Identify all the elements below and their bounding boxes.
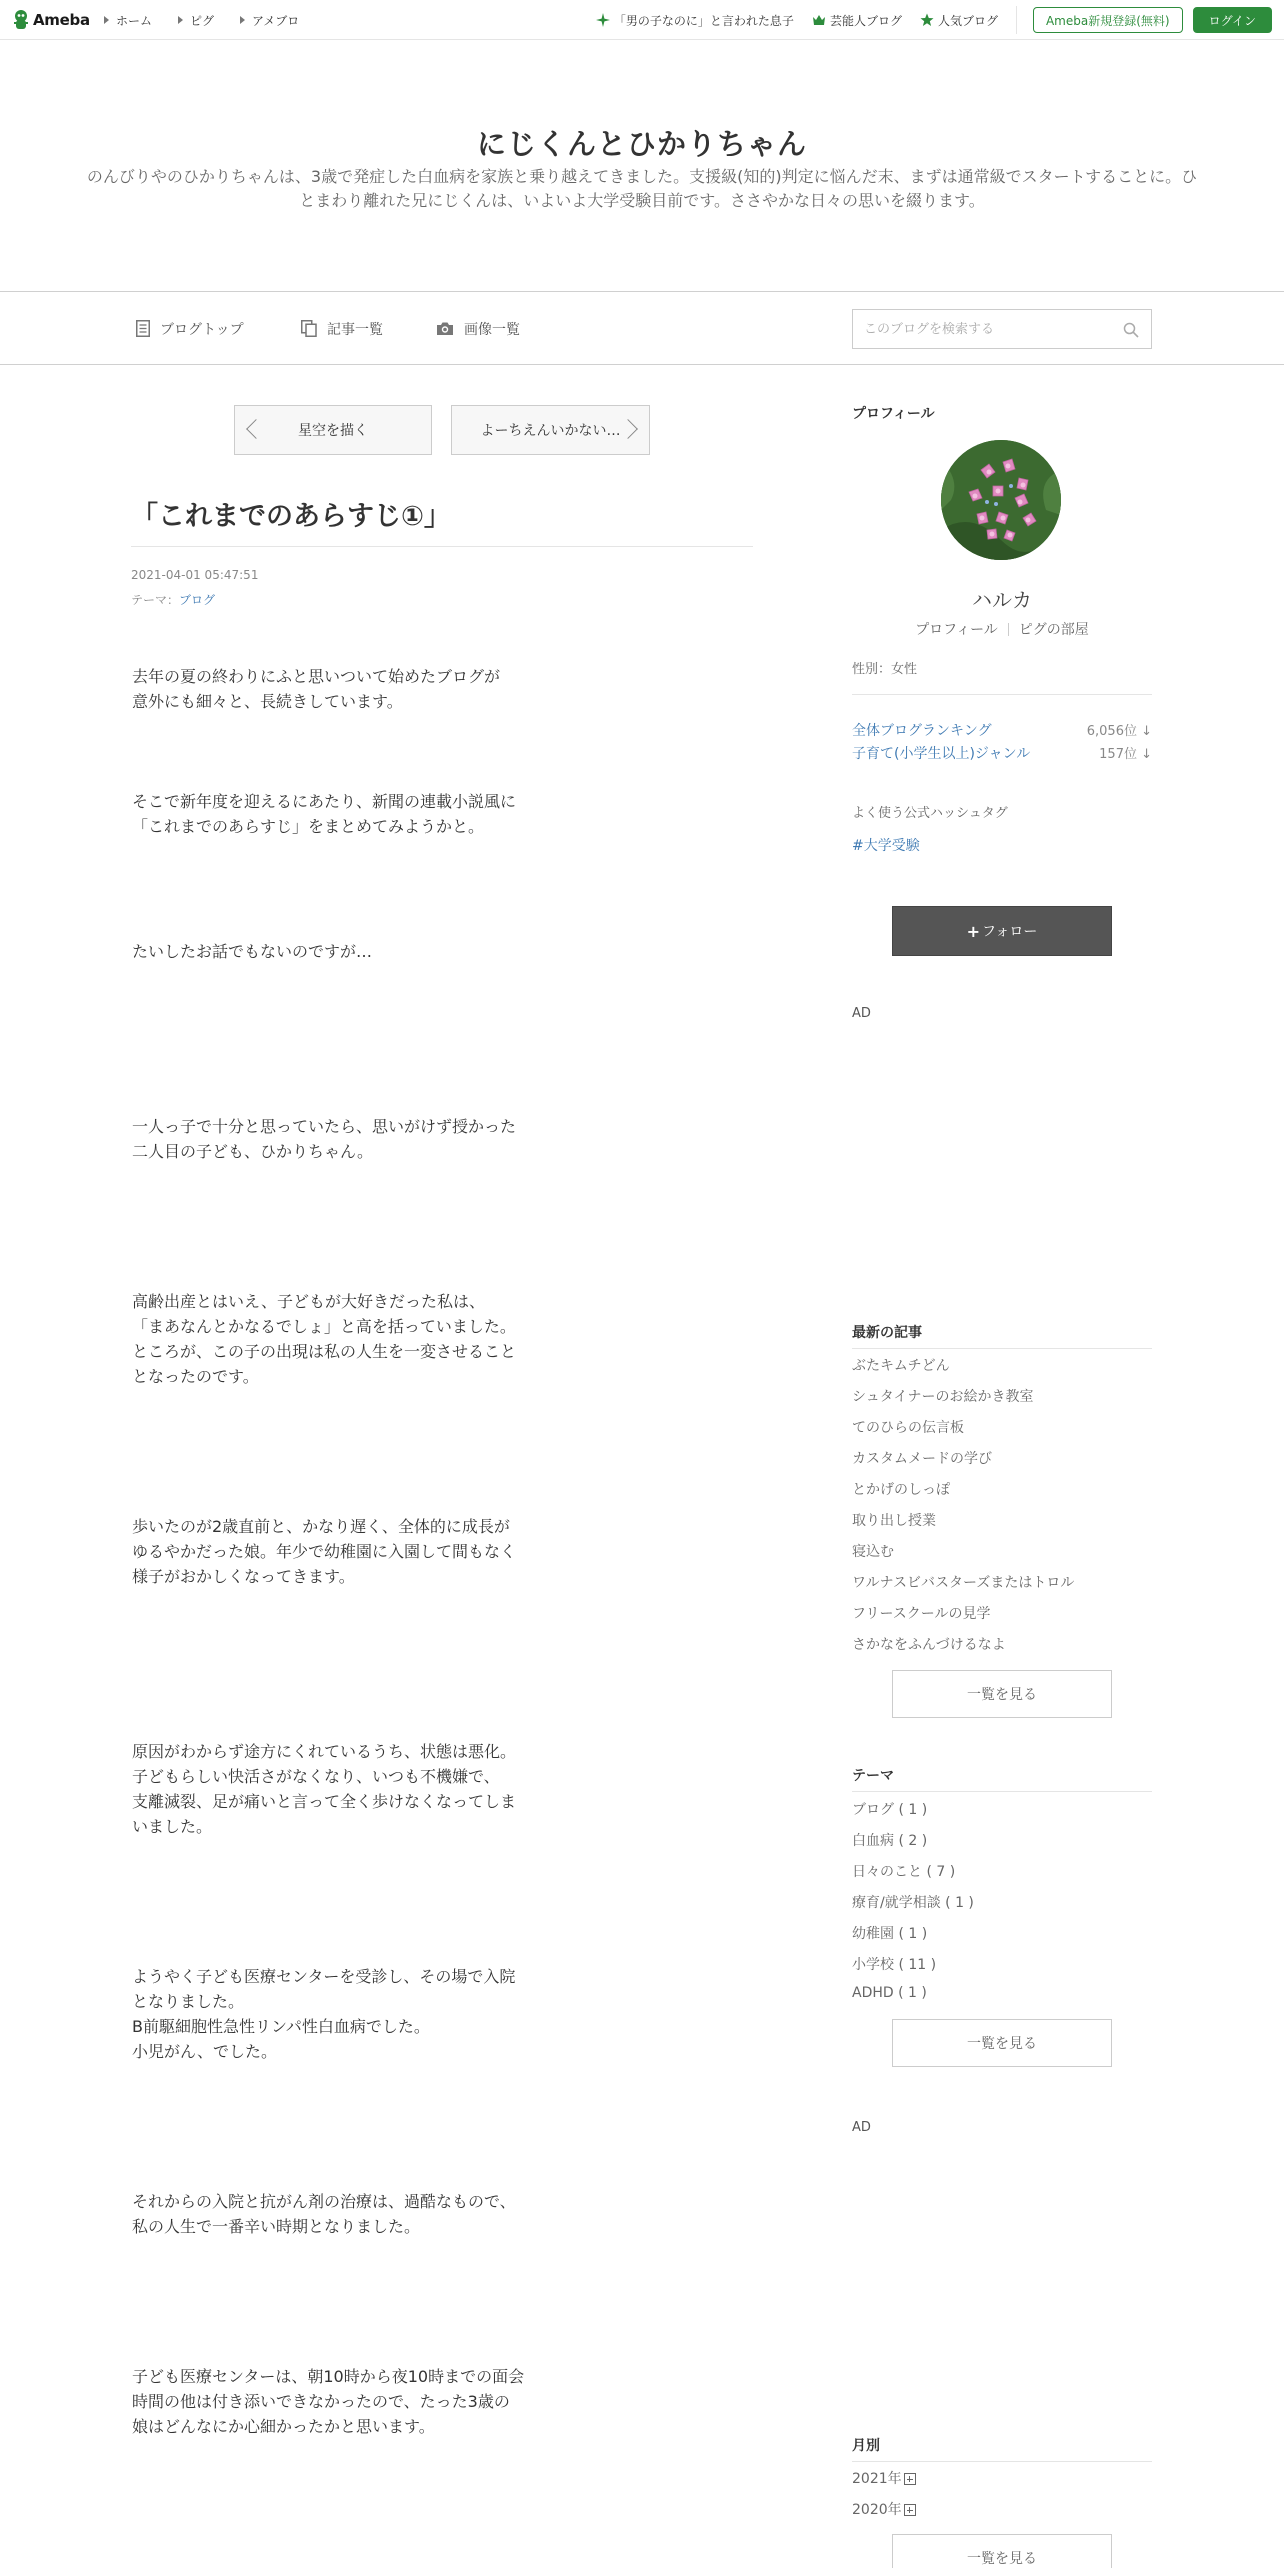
paragraph-line: となりました。 xyxy=(132,1992,245,2011)
image-list-label: 画像一覧 xyxy=(464,321,520,338)
blog-search-box xyxy=(852,309,1152,349)
next-article-button[interactable] xyxy=(451,405,650,455)
genre-ranking-link[interactable]: 子育て(小学生以上)ジャンル xyxy=(852,746,1031,762)
blog-search-input[interactable] xyxy=(853,310,1103,348)
popular-blog-link[interactable] xyxy=(920,12,998,29)
nav-home-label: ホーム xyxy=(116,13,153,28)
nav-ameblo-label: アメブロ xyxy=(252,13,300,28)
profile-gender: 性別：女性 xyxy=(852,662,918,677)
paragraph-line: 歩いたのが2歳直前と、かなり遅く、全体的に成長が xyxy=(132,1517,510,1536)
plus-icon: + xyxy=(966,921,981,941)
paragraph-line: 子ども医療センターは、朝10時から夜10時までの面会 xyxy=(132,2367,525,2386)
genre-ranking-value: 157位 ↓ xyxy=(1099,747,1152,762)
profile-heading: プロフィール xyxy=(852,406,935,422)
paragraph-line: 支離滅裂、足が痛いと言って全く歩けなくなってしま xyxy=(132,1792,517,1811)
theme-link[interactable]: ブログ ( 1 ) xyxy=(852,1802,928,1818)
global-nav xyxy=(104,0,299,40)
nav-divider xyxy=(1016,6,1017,34)
paragraph-line: ようやく子ども医療センターを受診し、その場で入院 xyxy=(132,1967,516,1986)
overall-ranking-value: 6,056位 ↓ xyxy=(1086,724,1152,739)
paragraph-line: 原因がわからず途方にくれているうち、状態は悪化。 xyxy=(132,1742,517,1761)
profile-name[interactable]: ハルカ xyxy=(972,588,1032,612)
prev-article-button[interactable] xyxy=(234,405,432,455)
paragraph-line: そこで新年度を迎えるにあたり、新聞の連載小説風に xyxy=(132,792,517,811)
document-icon xyxy=(136,320,150,337)
article-title-divider xyxy=(131,546,753,547)
profile-link-divider xyxy=(1008,623,1009,636)
sidebar-divider xyxy=(852,1348,1152,1349)
latest-article-link[interactable]: とかげのしっぽ xyxy=(852,1482,950,1498)
sidebar-divider xyxy=(852,694,1152,695)
paragraph-line: いました。 xyxy=(132,1817,213,1836)
chevron-left-icon xyxy=(246,419,266,439)
hashtag-link[interactable]: #大学受験 xyxy=(852,838,920,854)
theme-heading: テーマ xyxy=(852,1768,894,1784)
triangle-right-icon xyxy=(104,16,109,24)
paragraph-line: 高齢出産とはいえ、子どもが大好きだった私は、 xyxy=(132,1292,485,1311)
theme-link[interactable]: 幼稚園 ( 1 ) xyxy=(852,1926,928,1942)
blog-top-link[interactable] xyxy=(136,292,244,365)
article-paragraph xyxy=(132,2364,532,2439)
expand-plus-icon[interactable] xyxy=(904,2473,916,2485)
follow-label: フォロー xyxy=(982,924,1038,940)
monthly-see-all-button[interactable]: 一覧を見る xyxy=(892,2534,1112,2568)
sidebar-divider xyxy=(852,1791,1152,1792)
article-list-label: 記事一覧 xyxy=(327,321,383,338)
expand-plus-icon[interactable] xyxy=(904,2504,916,2516)
ranking-row xyxy=(852,720,1152,740)
popular-blog-label: 人気ブログ xyxy=(937,13,998,28)
pig-room-link[interactable]: ピグの部屋 xyxy=(1018,622,1089,638)
article-theme-prefix: テーマ： xyxy=(131,593,180,607)
paragraph-line: 「まあなんとかなるでしょ」と高を括っていました。 xyxy=(132,1317,516,1336)
triangle-right-icon xyxy=(240,16,245,24)
paragraph-line: 小児がん、でした。 xyxy=(132,2042,277,2061)
image-list-link[interactable] xyxy=(436,292,520,365)
article-paragraph xyxy=(132,1514,532,1589)
latest-article-link[interactable]: ワルナスビバスターズまたはトロル xyxy=(852,1575,1075,1591)
triangle-right-icon xyxy=(178,16,183,24)
prev-article-label: 星空を描く xyxy=(298,423,368,439)
nav-ameblo-link[interactable] xyxy=(240,12,299,29)
paragraph-line: たいしたお話でもないのですが… xyxy=(132,942,373,961)
year-2021-toggle[interactable] xyxy=(852,2468,916,2488)
paragraph-line: 「これまでのあらすじ」をまとめてみようかと。 xyxy=(132,817,485,836)
theme-link[interactable]: 白血病 ( 2 ) xyxy=(852,1833,928,1849)
year-label: 2021年 xyxy=(852,2471,902,2487)
paragraph-line: となったのです。 xyxy=(132,1367,259,1386)
hashtag-heading: よく使う公式ハッシュタグ xyxy=(852,806,1008,821)
latest-article-link[interactable]: てのひらの伝言板 xyxy=(852,1420,964,1436)
paragraph-line: それからの入院と抗がん剤の治療は、過酷なもので、 xyxy=(132,2192,516,2211)
article-theme xyxy=(131,591,215,608)
latest-article-link[interactable]: ぶたキムチどん xyxy=(852,1358,950,1374)
copy-pages-icon xyxy=(301,320,317,337)
paragraph-line: 様子がおかしくなってきます。 xyxy=(132,1567,355,1586)
follow-button[interactable] xyxy=(892,906,1112,956)
paragraph-line: ところが、この子の出現は私の人生を一変させること xyxy=(132,1342,517,1361)
profile-link[interactable]: プロフィール xyxy=(915,622,998,638)
paragraph-line: 去年の夏の終わりにふと思いついて始めたブログが xyxy=(132,667,501,686)
article-theme-link[interactable]: ブログ xyxy=(179,593,216,607)
ameba-logo[interactable] xyxy=(12,8,90,32)
register-button[interactable]: Ameba新規登録(無料) xyxy=(1033,7,1183,33)
article-paragraph xyxy=(132,939,532,964)
latest-article-link[interactable]: 寝込む xyxy=(852,1544,894,1560)
global-nav-right xyxy=(578,0,1272,40)
next-article-label: よーちえんいかない… xyxy=(480,423,621,439)
featured-article-label: 「男の子なのに」と言われた息子 xyxy=(613,13,794,28)
year-label: 2020年 xyxy=(852,2502,902,2518)
theme-see-all-button[interactable]: 一覧を見る xyxy=(892,2019,1112,2067)
global-header xyxy=(0,0,1284,40)
article-paragraph xyxy=(132,1739,532,1839)
latest-articles-heading: 最新の記事 xyxy=(852,1325,922,1341)
ad-label: AD xyxy=(852,1006,871,1021)
blog-top-label: ブログトップ xyxy=(160,321,244,338)
camera-icon xyxy=(436,321,454,336)
article-date: 2021-04-01 05:47:51 xyxy=(131,568,259,582)
latest-see-all-button[interactable]: 一覧を見る xyxy=(892,1670,1112,1718)
ad-label: AD xyxy=(852,2120,871,2135)
featured-article-link[interactable] xyxy=(596,12,794,29)
article-paragraph xyxy=(132,1289,532,1389)
article-list-link[interactable] xyxy=(301,292,383,365)
celebrity-blog-label: 芸能人ブログ xyxy=(829,13,902,28)
ranking-row xyxy=(852,743,1152,763)
paragraph-line: 二人目の子ども、ひかりちゃん。 xyxy=(132,1142,373,1161)
star-icon xyxy=(920,13,934,27)
sparkle-icon xyxy=(596,13,610,27)
paragraph-line: 意外にも細々と、長続きしています。 xyxy=(132,692,403,711)
article-title[interactable]: 「これまでのあらすじ①」 xyxy=(131,501,451,532)
blog-header xyxy=(0,40,1284,292)
nav-home-link[interactable] xyxy=(104,12,152,29)
article-paragraph xyxy=(132,789,532,839)
article-paragraph xyxy=(132,2189,532,2239)
ameba-logo-text: Ameba xyxy=(33,11,90,29)
paragraph-line: 時間の他は付き添いできなかったので、たった3歳の xyxy=(132,2392,510,2411)
blog-subnav xyxy=(0,292,1284,365)
theme-link[interactable]: ADHD ( 1 ) xyxy=(852,1985,927,2001)
paragraph-line: ゆるやかだった娘。年少で幼稚園に入園して間もなく xyxy=(132,1542,517,1561)
paragraph-line: 一人っ子で十分と思っていたら、思いがけず授かった xyxy=(132,1117,517,1136)
latest-article-link[interactable]: シュタイナーのお絵かき教室 xyxy=(852,1389,1034,1405)
chevron-right-icon xyxy=(618,419,638,439)
theme-link[interactable]: 小学校 ( 11 ) xyxy=(852,1957,937,1973)
latest-article-link[interactable]: カスタムメードの学び xyxy=(852,1451,992,1467)
monthly-heading: 月別 xyxy=(852,2438,880,2454)
blog-title[interactable]: にじくんとひかりちゃん xyxy=(476,127,807,161)
nav-pigg-label: ピグ xyxy=(190,13,215,28)
nav-pigg-link[interactable] xyxy=(178,12,214,29)
article-paragraph xyxy=(132,1964,532,2064)
ameba-mascot-icon xyxy=(12,9,30,31)
paragraph-line: B前駆細胞性急性リンパ性白血病でした。 xyxy=(132,2017,430,2036)
blog-description: のんびりやのひかりちゃんは、3歳で発症した白血病を家族と乗り越えてきました。支援級(知的)判定に悩んだ末、まずは通常級でスタートすることに。ひとまわり離れた兄にじくんは、いよいよ大学受験目前です。ささやかな日々の思いを綴ります。 xyxy=(86,167,1198,210)
latest-article-link[interactable]: さかなをふんづけるなよ xyxy=(852,1637,1006,1653)
celebrity-blog-link[interactable] xyxy=(812,12,902,29)
year-2020-toggle[interactable] xyxy=(852,2499,916,2519)
paragraph-line: 娘はどんなにか心細かったかと思います。 xyxy=(132,2417,435,2436)
hydrangea-photo xyxy=(941,440,1061,560)
article-paragraph xyxy=(132,1114,532,1164)
avatar[interactable] xyxy=(941,440,1061,560)
sidebar-divider xyxy=(852,2461,1152,2462)
theme-link[interactable]: 療育/就学相談 ( 1 ) xyxy=(852,1895,974,1911)
profile-links xyxy=(852,619,1152,639)
latest-article-link[interactable]: 取り出し授業 xyxy=(852,1513,936,1529)
search-icon[interactable] xyxy=(1123,322,1139,338)
theme-link[interactable]: 日々のこと ( 7 ) xyxy=(852,1864,956,1880)
crown-icon xyxy=(812,14,826,26)
overall-ranking-link[interactable]: 全体ブログランキング xyxy=(852,723,992,739)
article-paragraph xyxy=(132,664,532,714)
paragraph-line: 私の人生で一番辛い時期となりました。 xyxy=(132,2217,421,2236)
paragraph-line: 子どもらしい快活さがなくなり、いつも不機嫌で、 xyxy=(132,1767,500,1786)
login-button[interactable]: ログイン xyxy=(1193,7,1272,33)
latest-article-link[interactable]: フリースクールの見学 xyxy=(852,1606,991,1622)
